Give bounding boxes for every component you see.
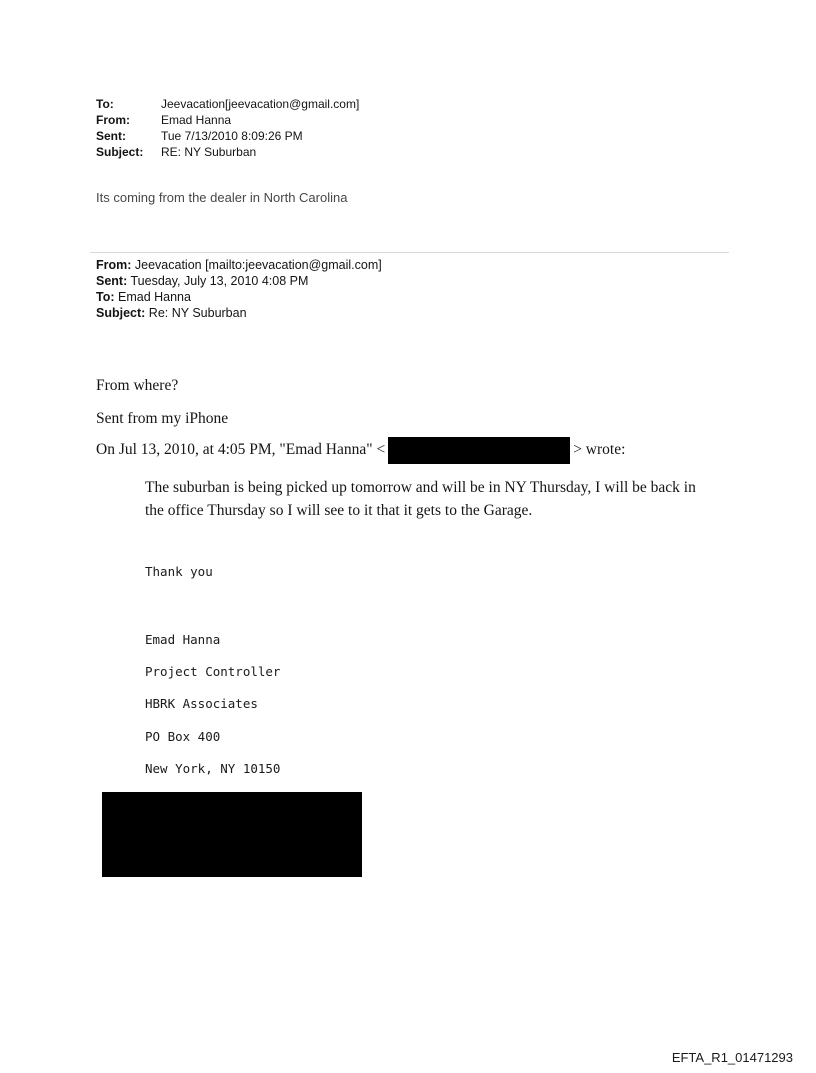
signature-block <box>145 565 465 780</box>
quote-attribution-line <box>96 436 625 464</box>
original-to-row <box>96 289 382 305</box>
sent-label: Sent: <box>96 129 126 143</box>
to-value: Jeevacation[jeevacation@gmail.com] <box>161 97 360 111</box>
signature-closing: Thank you <box>145 564 213 579</box>
original-subject-row <box>96 305 382 321</box>
signature-job-title: Project Controller <box>145 664 281 679</box>
from-label: From: <box>96 258 132 272</box>
reply-email-header <box>96 96 359 160</box>
sent-label: Sent: <box>96 274 128 288</box>
from-label: From: <box>96 113 130 127</box>
redaction-box-email-address <box>388 437 570 464</box>
sent-value: Tuesday, July 13, 2010 4:08 PM <box>127 274 309 288</box>
original-sent-row <box>96 273 382 289</box>
original-email-header <box>96 257 382 321</box>
to-label: To: <box>96 97 114 111</box>
subject-value: Re: NY Suburban <box>145 306 247 320</box>
from-value: Emad Hanna <box>161 113 232 127</box>
from-value: Jeevacation [mailto:jeevacation@gmail.com] <box>131 258 382 272</box>
quoted-message-paragraph: The suburban is being picked up tomorrow and will be in NY Thursday, I will be back in the office Thursday so I will see to it that it gets to the Garage. <box>145 479 696 519</box>
subject-label: Subject: <box>96 145 144 159</box>
signature-address-line2: New York, NY 10150 <box>145 761 281 776</box>
to-value: Emad Hanna <box>114 290 191 304</box>
reply-body-text: Its coming from the dealer in North Carolina <box>96 190 348 205</box>
signature-address-line1: PO Box 400 <box>145 729 221 744</box>
body-question: From where? <box>96 377 179 394</box>
signature-company: HBRK Associates <box>145 696 258 711</box>
original-from-row <box>96 257 382 273</box>
sent-value: Tue 7/13/2010 8:09:26 PM <box>161 129 303 143</box>
attribution-prefix: On Jul 13, 2010, at 4:05 PM, "Emad Hanna" < <box>96 441 386 458</box>
bates-number: EFTA_R1_01471293 <box>671 1050 793 1065</box>
mobile-signature: Sent from my iPhone <box>96 410 229 427</box>
subject-label: Subject: <box>96 306 146 320</box>
attribution-suffix: > wrote: <box>573 441 626 458</box>
subject-value: RE: NY Suburban <box>161 145 257 159</box>
redaction-box-contact-info <box>102 792 362 877</box>
to-label: To: <box>96 290 115 304</box>
signature-name: Emad Hanna <box>145 632 221 647</box>
message-divider <box>90 252 729 253</box>
